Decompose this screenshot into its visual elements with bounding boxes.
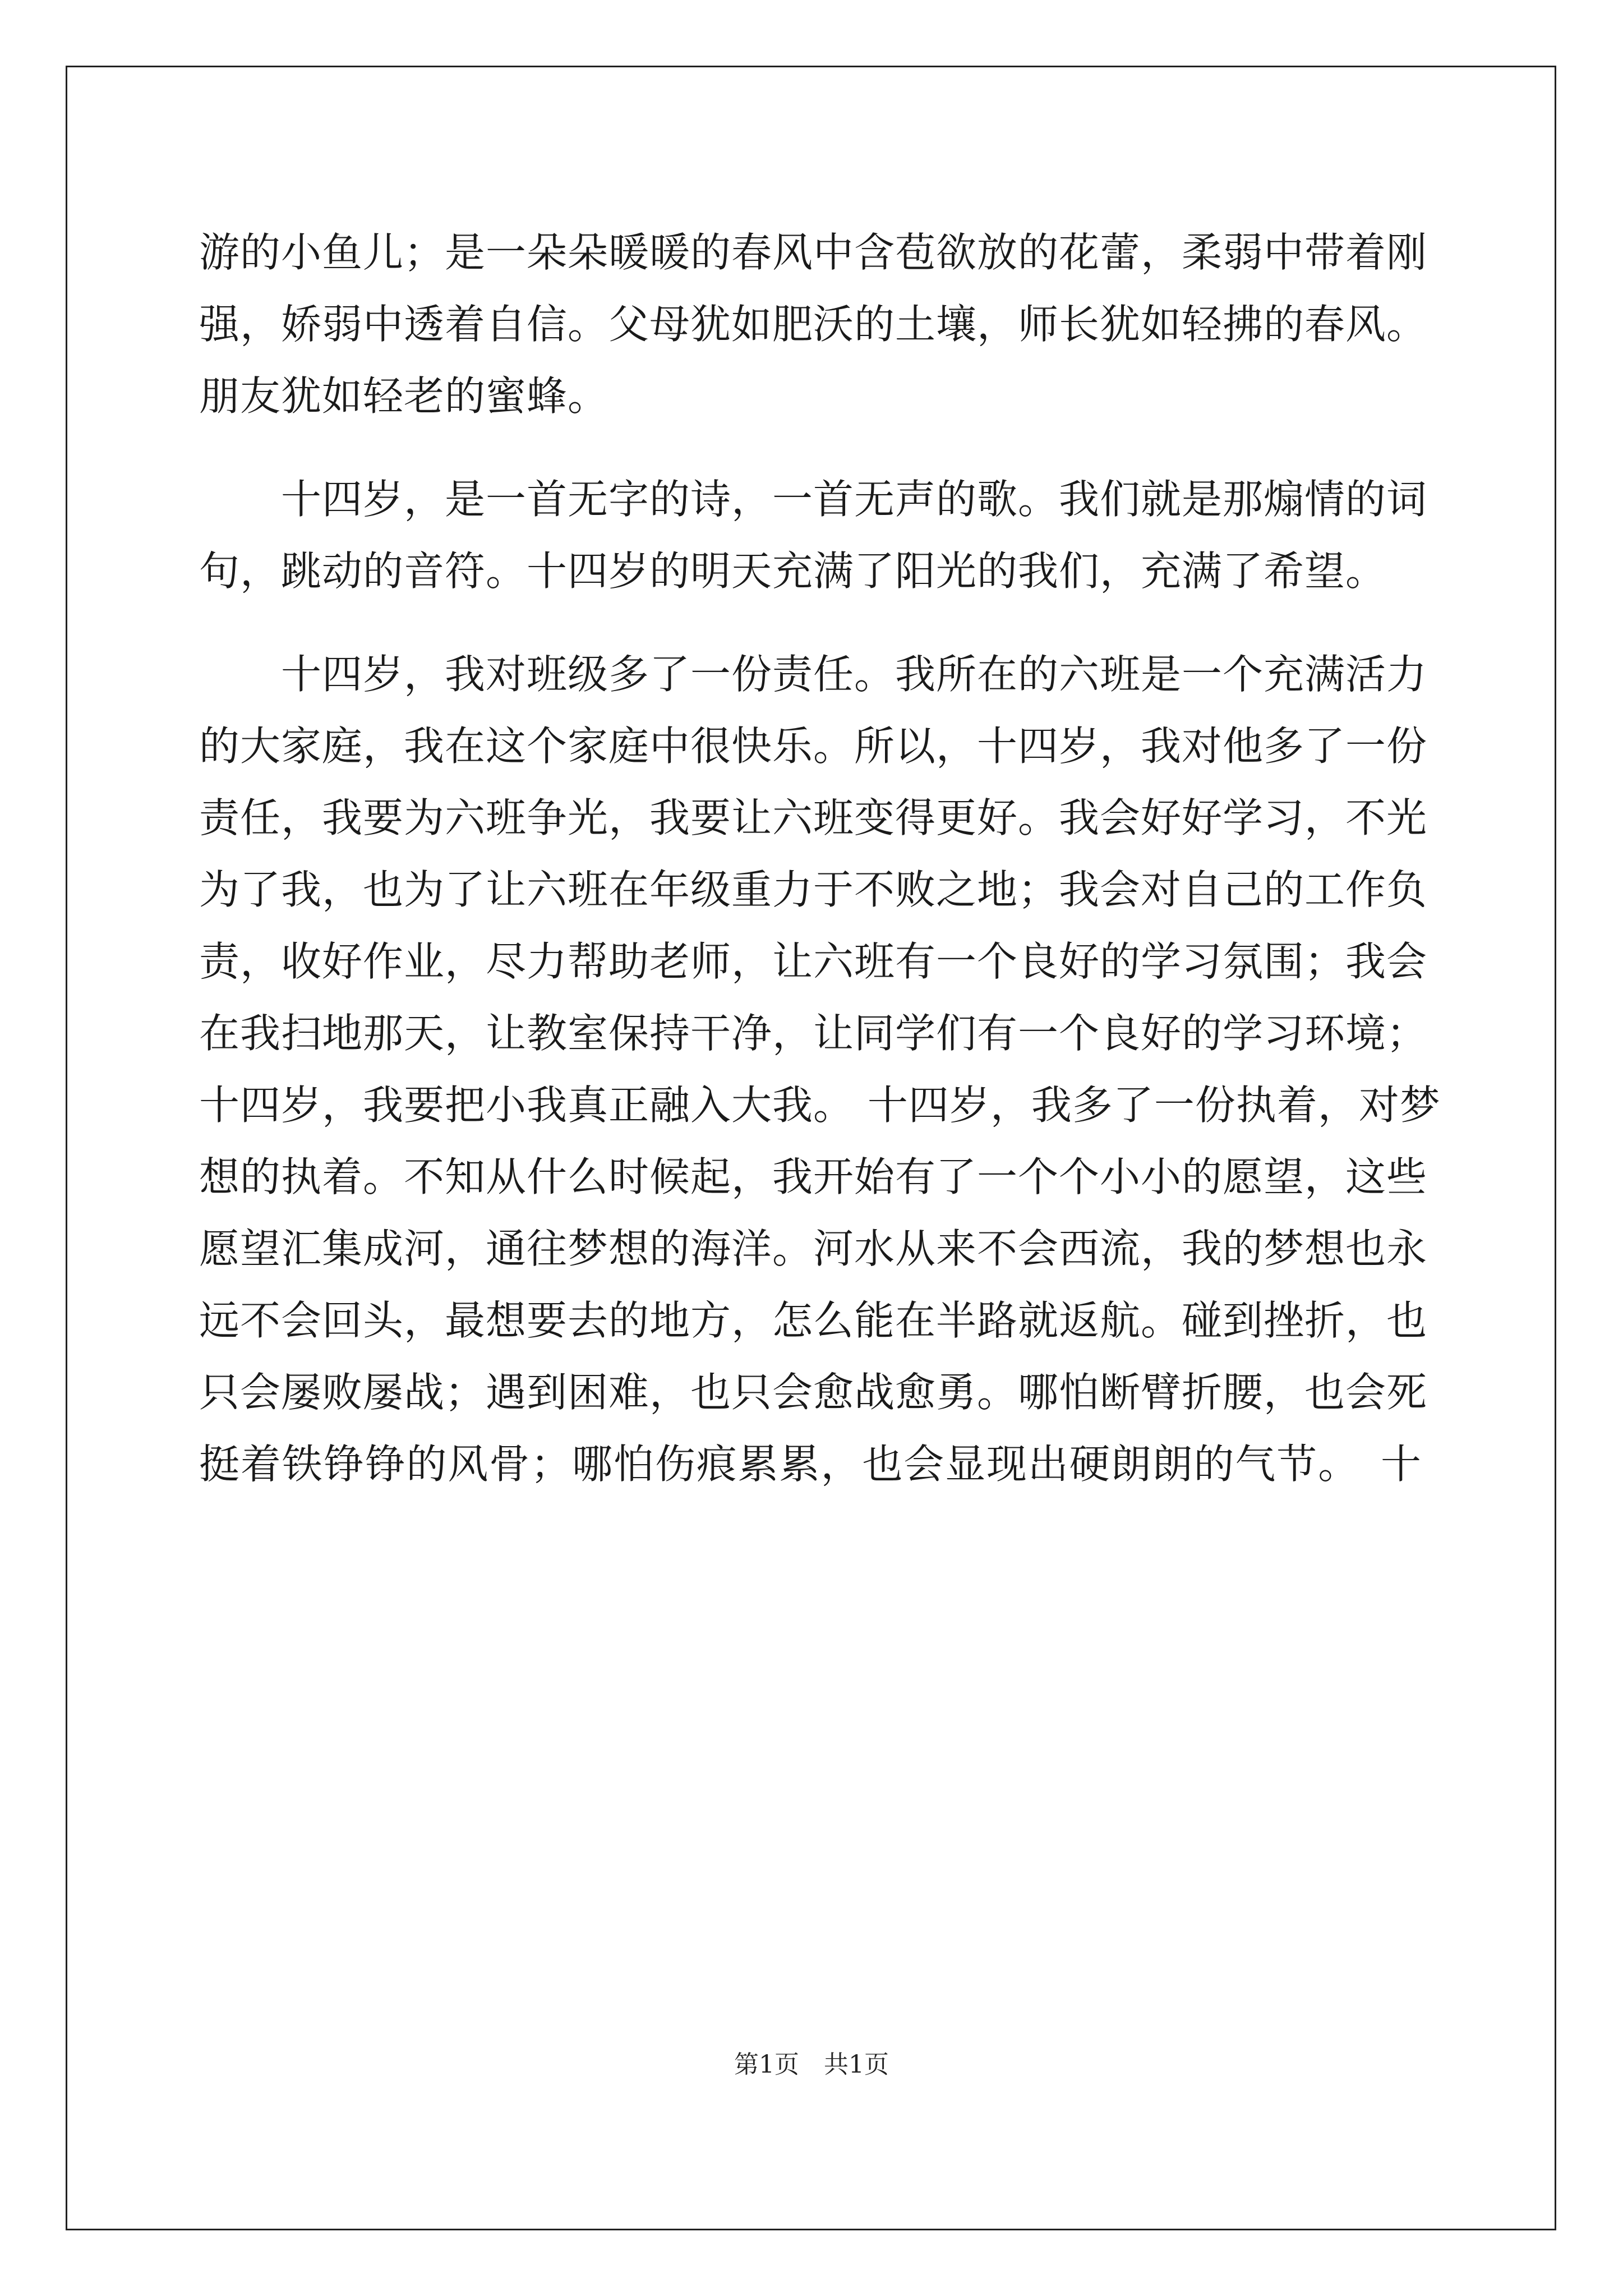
text-line: 朋友犹如轻老的蜜蜂。: [199, 372, 609, 420]
text-line: 责任，我要为六班争光，我要让六班变得更好。我会好好学习，不光: [199, 794, 1428, 841]
text-line: 十四岁，是一首无字的诗，一首无声的歌。我们就是那煽情的词: [199, 476, 1428, 523]
text-line: 责，收好作业，尽力帮助老师，让六班有一个良好的学习氛围；我会: [199, 938, 1428, 985]
text-line: 愿望汇集成河，通往梦想的海洋。河水从来不会西流，我的梦想也永: [199, 1225, 1428, 1272]
text-line: 十四岁，我要把小我真正融入大我。 十四岁，我多了一份执着，对梦: [199, 1082, 1441, 1129]
text-line: 句，跳动的音符。十四岁的明天充满了阳光的我们，充满了希望。: [199, 547, 1387, 595]
text-line: 想的执着。不知从什么时候起，我开始有了一个个小小的愿望，这些: [199, 1153, 1428, 1200]
document-body: [199, 217, 1441, 1500]
text-line: 在我扫地那天，让教室保持干净，让同学们有一个良好的学习环境；: [199, 1010, 1428, 1057]
text-line: 十四岁，我对班级多了一份责任。我所在的六班是一个充满活力: [199, 651, 1428, 698]
paragraph-gap: [199, 432, 1422, 463]
paragraph-gap: [199, 607, 1422, 638]
page-footer: 第1页 共1页: [734, 2050, 889, 2079]
text-line: 为了我，也为了让六班在年级重力于不败之地；我会对自己的工作负: [199, 866, 1428, 913]
text-line: 的大家庭，我在这个家庭中很快乐。所以，十四岁，我对他多了一份: [199, 723, 1428, 770]
text-line: 远不会回头，最想要去的地方，怎么能在半路就返航。碰到挫折，也: [199, 1297, 1428, 1344]
text-line: 游的小鱼儿；是一朵朵暖暖的春风中含苞欲放的花蕾，柔弱中带着刚: [199, 229, 1428, 276]
text-line: 挺着铁铮铮的风骨；哪怕伤痕累累，也会显现出硬朗朗的气节。 十: [199, 1441, 1422, 1488]
text-line: 强，娇弱中透着自信。父母犹如肥沃的土壤，师长犹如轻拂的春风。: [199, 301, 1428, 348]
text-line: 只会屡败屡战；遇到困难，也只会愈战愈勇。哪怕断臂折腰，也会死: [199, 1369, 1428, 1416]
